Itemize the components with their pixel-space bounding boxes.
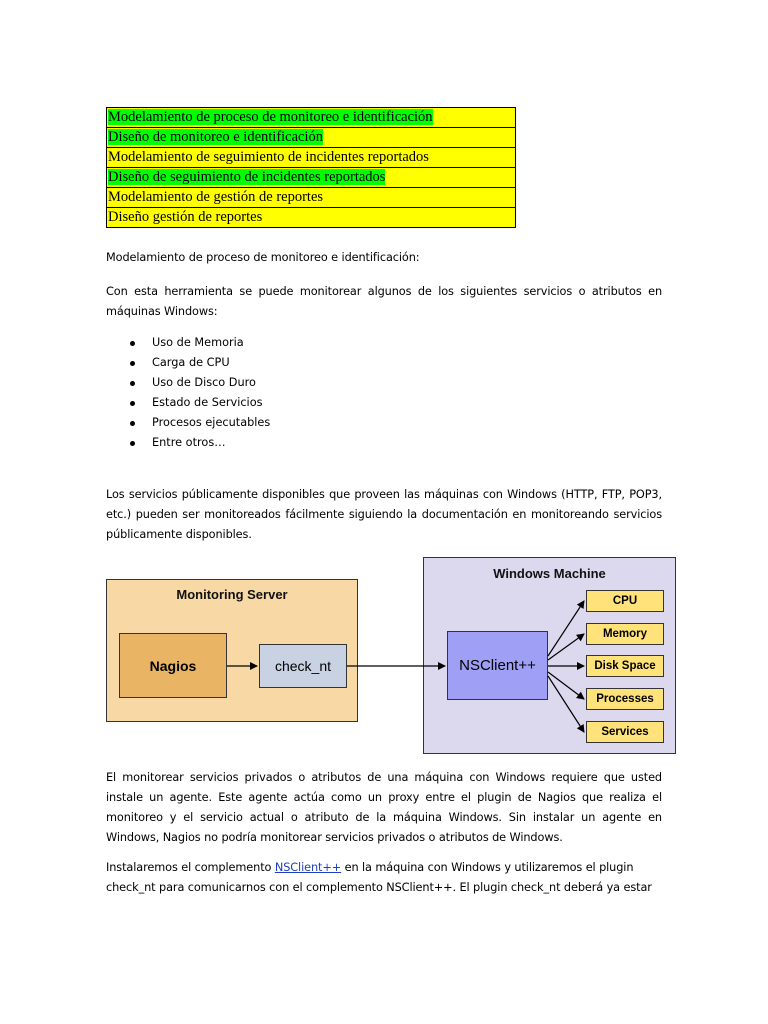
nagios-box: Nagios — [119, 633, 227, 698]
service-services-box: Services — [586, 721, 664, 743]
monitored-attributes-list — [106, 333, 270, 453]
table-cell-text: Modelamiento de proceso de monitoreo e identificación — [108, 109, 433, 125]
table-cell — [107, 208, 516, 228]
table-cell-text: Diseño de seguimiento de incidentes reportados — [108, 169, 386, 185]
service-cpu-box: CPU — [586, 590, 664, 612]
service-disk-space-box: Disk Space — [586, 655, 664, 677]
nagios-nsclient-diagram — [105, 556, 677, 756]
table-row — [107, 188, 516, 208]
table-cell — [107, 128, 516, 148]
table-cell-text: Modelamiento de gestión de reportes — [108, 189, 324, 205]
intro-paragraph: Con esta herramienta se puede monitorear algunos de los siguientes servicios o atributos en máquinas Windows: — [106, 285, 662, 318]
table-cell — [107, 108, 516, 128]
section-heading: Modelamiento de proceso de monitoreo e identificación: — [106, 251, 420, 264]
status-table — [106, 107, 516, 228]
service-processes-box: Processes — [586, 688, 664, 710]
diagram-arrows — [105, 556, 677, 756]
arrow-to-services — [548, 676, 584, 732]
table-row — [107, 208, 516, 228]
list-item: Entre otros… — [106, 433, 270, 453]
monitoring-server-title: Monitoring Server — [176, 587, 288, 602]
list-item: Uso de Memoria — [106, 333, 270, 353]
table-cell-text: Diseño gestión de reportes — [108, 209, 263, 225]
table-cell — [107, 188, 516, 208]
table-cell-text: Modelamiento de seguimiento de incidentes reportados — [108, 149, 429, 165]
install-paragraph: Instalaremos el complemento NSClient++ en la máquina con Windows y utilizaremos el plugin check_nt para comunicarnos con el complemento NSClient++. El plugin check_nt deberá ya estar — [106, 861, 652, 894]
check-nt-box: check_nt — [259, 644, 347, 688]
table-row — [107, 168, 516, 188]
service-memory-box: Memory — [586, 623, 664, 645]
windows-machine-title: Windows Machine — [493, 566, 606, 581]
arrow-to-cpu — [548, 601, 584, 656]
list-item: Estado de Servicios — [106, 393, 270, 413]
table-row — [107, 108, 516, 128]
private-services-paragraph: El monitorear servicios privados o atributos de una máquina con Windows requiere que usted instale un agente. Este agente actúa como un proxy entre el plugin de Nagios que realiza el monitoreo y el servicio actual o atributo de la máquina Windows. Sin instalar un agente en Windows, Nagios no podría monitorear servicios privados o atributos de Windows. — [106, 771, 662, 844]
nsclient-box: NSClient++ — [447, 631, 548, 700]
list-item: Procesos ejecutables — [106, 413, 270, 433]
table-cell — [107, 168, 516, 188]
list-item: Uso de Disco Duro — [106, 373, 270, 393]
table-row — [107, 148, 516, 168]
public-services-paragraph: Los servicios públicamente disponibles que proveen las máquinas con Windows (HTTP, FTP, POP3, etc.) pueden ser monitoreados fácilmente siguiendo la documentación en monitoreando servicios públicamente disponibles. — [106, 488, 662, 541]
table-row — [107, 128, 516, 148]
table-cell-text: Diseño de monitoreo e identificación — [108, 129, 324, 145]
table-cell — [107, 148, 516, 168]
nsclient-link[interactable]: NSClient++ — [274, 861, 342, 874]
list-item: Carga de CPU — [106, 353, 270, 373]
